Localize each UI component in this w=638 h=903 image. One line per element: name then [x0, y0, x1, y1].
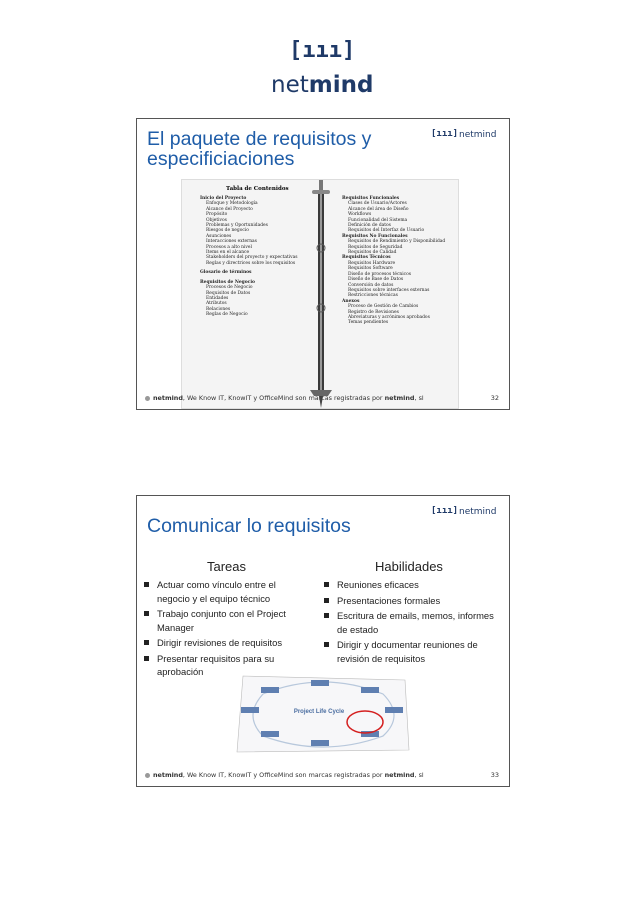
list-item: Presentar requisitos para su aprobación [141, 652, 301, 679]
slide-logo-mark: [ııı] [431, 129, 459, 139]
toc-entry: Proceso de Gestión de Cambios [348, 304, 419, 310]
slide-32 [136, 118, 510, 410]
slide-33 [136, 495, 510, 787]
toc-entry: Atributos [206, 301, 227, 307]
toc-entry: Temas pendientes [348, 320, 389, 326]
toc-right-column [342, 196, 445, 326]
toc-entry: Requisitos del Interfaz de Usuario [348, 228, 425, 234]
list-item: Trabajo conjunto con el Project Manager [141, 607, 301, 634]
page-number: 33 [490, 771, 499, 779]
toc-entry: Clases de Usuario/Actores [348, 201, 407, 207]
toc-entry: Restricciones técnicas [348, 293, 398, 299]
project-life-cycle-diagram [233, 674, 411, 754]
toc-entry: Stakeholders del proyecto y expectativas [206, 255, 298, 261]
toc-entry: Procesos de Negocio [206, 285, 253, 291]
toc-entry: Alcance del Proyecto [206, 206, 253, 212]
toc-entry: Requisitos No Funcionales [342, 233, 408, 239]
toc-entry: Requisitos sobre interfaces externas [348, 287, 430, 293]
toc-entry: Requisitos Funcionales [342, 196, 400, 201]
toc-entry: Asunciones [206, 233, 232, 239]
toc-entry: Inicio del Proyecto [200, 196, 247, 201]
slide-title: El paquete de requisitos y especificiaciones [147, 128, 372, 170]
toc-entry: Relaciones [206, 306, 231, 312]
toc-entry: Enfoque y Metodología [206, 201, 258, 207]
toc-entry: Workflows [348, 212, 372, 218]
tareas-heading: Tareas [207, 559, 247, 574]
habilidades-heading: Habilidades [375, 559, 443, 574]
slide-logo-mark: [ııı] [431, 506, 459, 516]
toc-entry: Requisitos de Negocio [200, 279, 255, 285]
toc-entry: Reglas y directrices sobre los requisitos [206, 260, 296, 266]
tareas-list [141, 578, 301, 681]
slide-logo: [ııı] netmind [431, 129, 497, 140]
logo-wordmark: netmind [271, 72, 374, 98]
footer: netmind, We Know IT, KnowIT y OfficeMind son marcas registradas por netmind, sl [145, 771, 424, 779]
toc-entry: Anexos [342, 298, 360, 304]
toc-entry: Objetivos [206, 217, 227, 223]
sword-icon [310, 180, 332, 408]
toc-entry: Glosario de términos [200, 270, 252, 276]
toc-entry: Diseño de Base de Datos [348, 277, 404, 283]
toc-entry: Propósito [206, 212, 228, 218]
footer: netmind, We Know IT, KnowIT y OfficeMind son marcas registradas por netmind, sl [145, 394, 424, 402]
list-item: Actuar como vínculo entre el negocio y el equipo técnico [141, 578, 301, 605]
page-number: 32 [490, 394, 499, 402]
toc-entry: Requisitos de Rendimiento y Disponibilidad [348, 239, 446, 245]
slide-logo: [ııı] netmind [431, 506, 497, 517]
toc-entry: Requisitos de Datos [206, 290, 251, 296]
list-item: Dirigir revisiones de requisitos [141, 636, 301, 650]
table-of-contents-image [181, 179, 459, 409]
footer-bullet-icon [145, 396, 150, 401]
toc-entry: Entidades [206, 295, 229, 301]
toc-entry: Reglas de Negocio [206, 312, 248, 318]
toc-entry: Requisitos Hardware [348, 260, 396, 266]
toc-entry: Interacciones externas [206, 239, 257, 245]
slide-title: Comunicar lo requisitos [147, 515, 351, 537]
toc-entry: Conversión de datos [348, 282, 394, 288]
list-item: Presentaciones formales [321, 594, 501, 608]
toc-entry: Riesgos de negocio [206, 228, 249, 234]
toc-entry: Alcance del área de Diseño [348, 206, 409, 212]
toc-entry: Abreviaturas y acrónimos aprobados [348, 314, 430, 320]
toc-entry: Items en el alcance [206, 250, 250, 256]
toc-left-column [200, 196, 298, 318]
list-item: Dirigir y documentar reuniones de revisión de requisitos [321, 638, 501, 665]
toc-entry: Requisitos de Seguridad [348, 244, 403, 250]
toc-entry: Funcionalidad del Sistema [348, 217, 408, 223]
toc-entry: Requisitos Técnicos [342, 255, 391, 261]
toc-entry: Requisitos Software [348, 266, 393, 272]
list-item: Reuniones eficaces [321, 578, 501, 592]
logo-mark: [ııı] [289, 38, 356, 63]
footer-bullet-icon [145, 773, 150, 778]
netmind-logo [255, 38, 385, 102]
toc-entry: Requisitos de Calidad [348, 250, 397, 256]
toc-title: Tabla de Contenidos [226, 186, 289, 192]
toc-entry: Procesos a alto nivel [206, 244, 252, 250]
list-item: Escritura de emails, memos, informes de estado [321, 609, 501, 636]
toc-entry: Definición de datos [348, 223, 391, 229]
habilidades-list [321, 578, 501, 667]
toc-entry: Problemas y Oportunidades [206, 223, 268, 229]
toc-entry: Diseño de procesos técnicos [348, 271, 412, 277]
toc-entry: Registro de Revisiones [348, 309, 399, 315]
diagram-center-label: Project Life Cycle [293, 709, 345, 715]
